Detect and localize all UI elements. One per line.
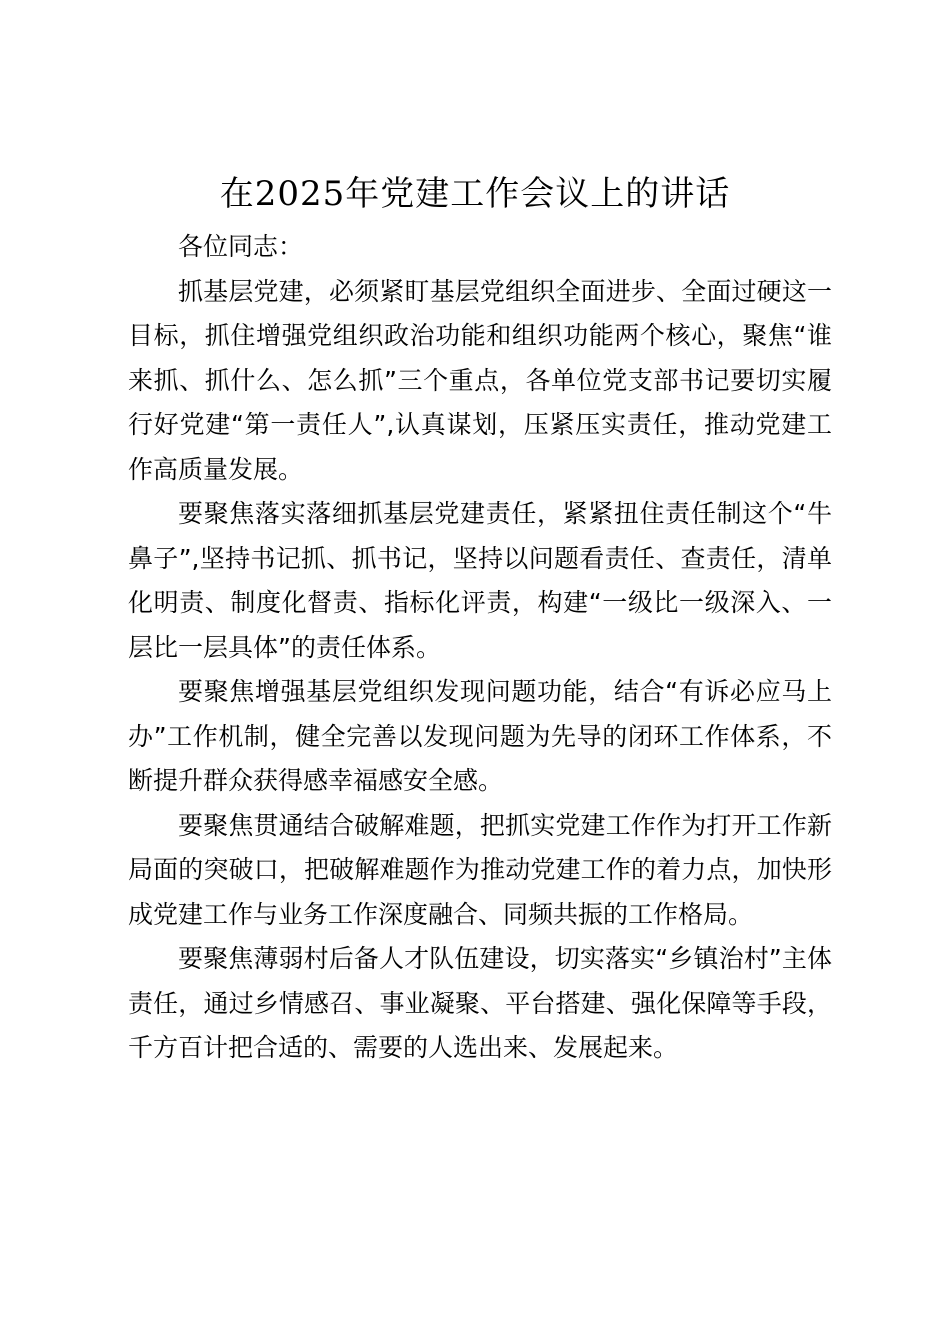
paragraph-5: 要聚焦薄弱村后备人才队伍建设，切实落实“乡镇治村”主体责任，通过乡情感召、事业凝聚、平台搭建、强化保障等手段，千方百计把合适的、需要的人选出来、发展起来。 — [128, 944, 832, 1062]
paragraph-1: 抓基层党建，必须紧盯基层党组织全面进步、全面过硬这一目标，抓住增强党组织政治功能和组织功能两个核心，聚焦“谁来抓、抓什么、怎么抓”三个重点，各单位党支部书记要切实履行好党建“第一责任人”,认真谋划，压紧压实责任，推动党建工作高质量发展。 — [128, 276, 832, 484]
document-title: 在2025年党建工作会议上的讲话 — [219, 174, 731, 214]
salutation: 各位同志： — [178, 232, 304, 261]
paragraph-4: 要聚焦贯通结合破解难题，把抓实党建工作作为打开工作新局面的突破口，把破解难题作为推动党建工作的着力点，加快形成党建工作与业务工作深度融合、同频共振的工作格局。 — [128, 810, 832, 929]
paragraph-2: 要聚焦落实落细抓基层党建责任，紧紧扭住责任制这个“牛鼻子”,坚持书记抓、抓书记，坚持以问题看责任、查责任，清单化明责、制度化督责、指标化评责，构建“一级比一级深入、一层比一层具体”的责任体系。 — [128, 499, 832, 662]
document-body — [128, 225, 832, 1071]
paragraph-3: 要聚焦增强基层党组织发现问题功能，结合“有诉必应马上办”工作机制，健全完善以发现问题为先导的闭环工作体系，不断提升群众获得感幸福感安全感。 — [128, 677, 832, 795]
